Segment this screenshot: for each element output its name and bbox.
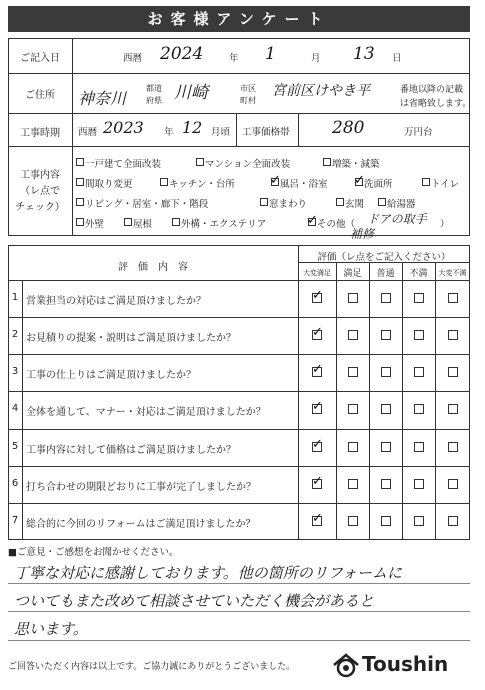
option-checkbox[interactable] [172, 218, 180, 226]
entry-date-day[interactable]: 13 [353, 44, 375, 64]
check-mark-icon: ✓ [312, 399, 323, 415]
evaluation-table [8, 245, 470, 540]
question-text: 総合的に今回のリフォームはご満足頂けましたか？ [26, 518, 256, 530]
rating-checkbox[interactable] [448, 479, 458, 489]
option-checkbox[interactable] [124, 218, 132, 226]
rating-column-label: 満足 [343, 269, 362, 279]
address-pref-suffix-1: 都道 [146, 84, 162, 93]
entry-date-day-unit: 日 [392, 53, 402, 64]
rating-column-label: 大変満足 [303, 269, 331, 277]
rating-checkbox[interactable] [414, 479, 424, 489]
check-mark-icon: ✓ [312, 510, 323, 526]
option-checkbox[interactable] [196, 158, 204, 166]
rating-checkbox[interactable] [348, 293, 358, 303]
entry-date-year[interactable]: 2024 [160, 44, 204, 64]
rating-checkbox[interactable] [448, 516, 458, 526]
option-label: リビング・居室・廊下・階段 [85, 199, 209, 210]
entry-date-label: ご記入日 [20, 53, 60, 64]
check-mark-icon: ✓ [312, 362, 323, 378]
question-number: 2 [11, 329, 19, 341]
option-label: 給湯器 [387, 199, 416, 210]
comment-line-3[interactable]: 思います。 [14, 620, 88, 638]
option-label: 風呂・浴室 [280, 179, 328, 190]
rating-column-label: 普通 [376, 269, 395, 279]
question-text: 工事内容に対して価格はご満足頂けましたか？ [26, 444, 236, 456]
option-label: その他（ [317, 219, 356, 230]
question-number: 1 [11, 292, 19, 303]
question-number: 5 [11, 440, 19, 452]
address-prefecture[interactable]: 神奈川 [78, 89, 127, 108]
rating-checkbox[interactable] [448, 293, 458, 303]
option-checkbox[interactable] [76, 158, 84, 166]
price-value[interactable]: 280 [332, 118, 365, 138]
option-checkbox[interactable] [76, 218, 84, 226]
period-era: 西暦 [78, 127, 98, 138]
rating-checkbox[interactable] [381, 293, 391, 303]
question-number: 7 [11, 514, 19, 526]
rating-checkbox[interactable] [381, 367, 391, 377]
rating-checkbox[interactable] [381, 442, 391, 452]
address-pref-suffix-2: 府県 [146, 96, 162, 105]
option-checkbox[interactable] [422, 178, 430, 186]
option-checkbox[interactable] [76, 178, 84, 186]
period-month[interactable]: 12 [182, 118, 203, 137]
other-text-2[interactable]: 補修 [350, 227, 375, 241]
content-label-1: 工事内容 [20, 170, 60, 181]
brand-name: Toushin [362, 652, 449, 676]
evaluation-header-rating: 評価（レ点をご記入ください） [317, 252, 451, 263]
option-label: 増築・減築 [332, 159, 380, 170]
option-checkbox[interactable] [378, 198, 386, 206]
rating-checkbox[interactable] [381, 404, 391, 414]
check-mark-icon: ✓ [312, 473, 323, 489]
address-city-suffix-1: 市区 [240, 84, 256, 93]
option-label: 一戸建て全面改装 [85, 159, 162, 170]
question-number: 3 [11, 366, 19, 378]
entry-date-year-unit: 年 [229, 53, 239, 64]
rating-checkbox[interactable] [414, 404, 424, 414]
other-close-paren: ） [440, 219, 450, 230]
entry-date-era: 西暦 [123, 53, 143, 64]
survey-title: お客様アンケート [8, 6, 470, 32]
rating-checkbox[interactable] [448, 330, 458, 340]
entry-date-month-unit: 月 [311, 53, 321, 64]
option-label: 玄関 [345, 199, 365, 210]
address-note-2: は省略致します。 [400, 99, 472, 109]
check-mark-icon: ✓ [270, 173, 281, 188]
question-text: 全体を通して、マナー・対応はご満足頂けましたか？ [26, 407, 266, 419]
rating-checkbox[interactable] [348, 404, 358, 414]
rating-checkbox[interactable] [414, 516, 424, 526]
option-label: キッチン・台所 [169, 179, 235, 190]
question-text: 工事の仕上りはご満足頂けましたか？ [26, 370, 196, 382]
option-label: トイレ [431, 179, 460, 190]
address-city[interactable]: 川崎 [174, 83, 208, 103]
option-label: 外壁 [85, 219, 105, 230]
rating-checkbox[interactable] [348, 442, 358, 452]
period-year-unit: 年 [164, 127, 174, 138]
option-label: 洗面所 [364, 179, 393, 190]
rating-checkbox[interactable] [348, 367, 358, 377]
question-text: 営業担当の対応はご満足頂けましたか？ [26, 296, 206, 307]
check-mark-icon: ✓ [354, 173, 365, 188]
comment-line-2[interactable]: ついてもまた改めて相談させていただく機会があると [14, 592, 375, 610]
rating-checkbox[interactable] [448, 367, 458, 377]
option-checkbox[interactable] [323, 158, 331, 166]
option-checkbox[interactable] [160, 178, 168, 186]
check-mark-icon: ✓ [312, 288, 323, 303]
check-mark-icon: ✓ [312, 325, 323, 341]
option-label: 外構・エクステリア [181, 219, 267, 230]
option-label: マンション全面改装 [205, 159, 291, 170]
rating-checkbox[interactable] [448, 404, 458, 414]
rating-checkbox[interactable] [348, 516, 358, 526]
address-city-suffix-2: 町村 [240, 96, 256, 105]
content-label-3: チェック） [15, 202, 65, 213]
question-text: 打ち合わせの期限どおりに工事が完了しましたか？ [26, 481, 256, 493]
rating-checkbox[interactable] [381, 330, 391, 340]
check-mark-icon: ✓ [307, 213, 318, 228]
rating-column-label: 大変不満 [438, 269, 467, 277]
period-month-unit: 月頃 [211, 127, 231, 138]
rating-checkbox[interactable] [381, 516, 391, 526]
address-label: ご住所 [25, 90, 55, 101]
comments-label: ■ご意見・ご感想をお聞かせください。 [8, 547, 179, 558]
price-label: 工事価格帯 [242, 127, 290, 138]
option-checkbox[interactable] [76, 198, 84, 206]
check-mark-icon: ✓ [312, 436, 323, 452]
entry-date-month[interactable]: 1 [265, 44, 276, 64]
option-checkbox[interactable] [260, 198, 268, 206]
period-label: 工事時期 [20, 128, 60, 139]
comment-line-1[interactable]: 丁寧な対応に感謝しております。他の箇所のリフォームに [14, 564, 403, 582]
other-text-1[interactable]: ドアの取手 [367, 212, 427, 226]
address-town[interactable]: 宮前区けやき平 [272, 83, 370, 99]
rating-checkbox[interactable] [414, 330, 424, 340]
rating-checkbox[interactable] [414, 442, 424, 452]
rating-checkbox[interactable] [348, 479, 358, 489]
rating-checkbox[interactable] [448, 442, 458, 452]
content-label-2: （レ点で [20, 186, 60, 197]
price-unit: 万円台 [404, 127, 433, 138]
rating-column-label: 不満 [409, 269, 428, 279]
option-checkbox[interactable] [336, 198, 344, 206]
period-year[interactable]: 2023 [103, 118, 144, 137]
question-number: 6 [11, 477, 19, 489]
question-number: 4 [11, 403, 19, 415]
question-text: お見積りの提案・説明はご満足頂けましたか？ [26, 333, 236, 345]
rating-checkbox[interactable] [381, 479, 391, 489]
rating-checkbox[interactable] [414, 367, 424, 377]
evaluation-header-content: 評 価 内 容 [118, 262, 188, 273]
address-note-1: 番地以降の記載 [400, 85, 464, 95]
option-label: 間取り変更 [85, 179, 133, 190]
house-logo-icon [332, 652, 360, 678]
option-label: 屋根 [133, 219, 153, 230]
option-label: 窓まわり [269, 199, 308, 210]
footer-text: ご回答いただく内容は以上です。ご協力誠にありがとうございました。 [8, 662, 296, 672]
rating-checkbox[interactable] [414, 293, 424, 303]
rating-checkbox[interactable] [348, 330, 358, 340]
